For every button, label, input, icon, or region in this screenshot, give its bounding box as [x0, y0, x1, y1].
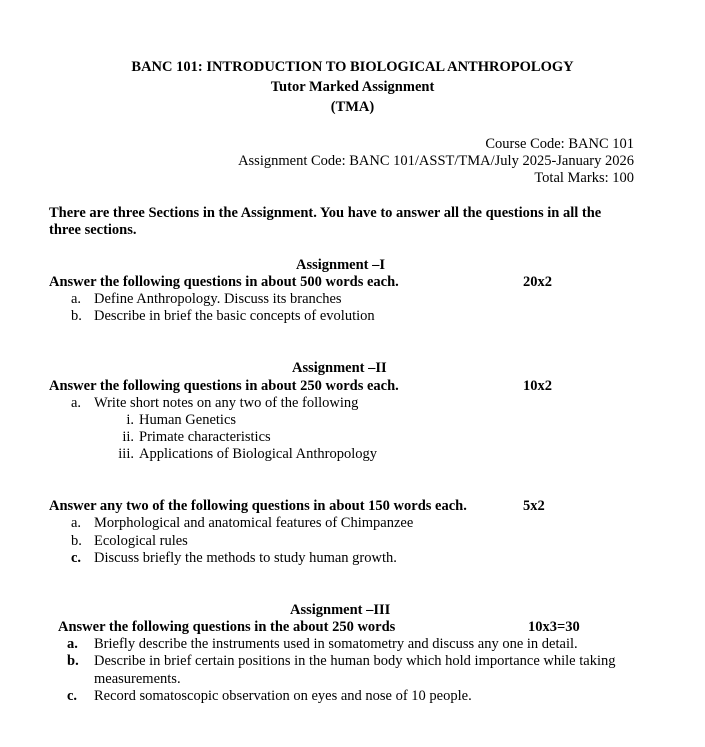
subitem-text: Applications of Biological Anthropology: [139, 446, 378, 462]
item-label: a.: [71, 291, 82, 307]
section-1-heading: Assignment –I: [296, 257, 386, 273]
item-label: c.: [67, 688, 78, 704]
item-text: Ecological rules: [94, 533, 188, 549]
section-3-item-a: [67, 636, 578, 653]
section-2-instruction: Answer the following questions in about 250 words each.: [49, 378, 399, 394]
section-2-part-2-marks: 5x2: [523, 498, 545, 514]
item-text: Describe in brief certain positions in the human body which hold importance while taking: [94, 653, 616, 669]
subitem-label: i.: [126, 412, 134, 428]
section-3-marks: 10x3=30: [528, 619, 580, 635]
total-marks: Total Marks: 100: [534, 170, 634, 186]
item-label: c.: [71, 550, 82, 566]
section-1-item-a: [71, 291, 342, 308]
section-2-item-a: [71, 395, 359, 412]
subitem-label: iii.: [118, 446, 134, 462]
item-text: Record somatoscopic observation on eyes and nose of 10 people.: [94, 688, 472, 704]
tma-label: (TMA): [330, 99, 375, 115]
item-label: b.: [67, 653, 79, 669]
item-label: a.: [67, 636, 78, 652]
subitem-label: ii.: [122, 429, 134, 445]
item-label: b.: [71, 533, 82, 549]
section-1-instruction: Answer the following questions in about 500 words each.: [49, 274, 399, 290]
item-text: Define Anthropology. Discuss its branches: [94, 291, 342, 307]
assignment-code: Assignment Code: BANC 101/ASST/TMA/July 2025-January 2026: [238, 153, 634, 169]
item-label: b.: [71, 308, 82, 324]
section-1-marks: 20x2: [523, 274, 552, 290]
document-subtitle: Tutor Marked Assignment: [270, 79, 435, 95]
section-2-heading: Assignment –II: [292, 360, 387, 376]
item-label: a.: [71, 515, 82, 531]
section-2-part-2-instruction: Answer any two of the following questions in about 150 words each.: [49, 498, 467, 514]
section-3-item-b: [67, 653, 616, 670]
section-3-item-c: [67, 688, 472, 705]
section-1-item-b: [71, 308, 375, 325]
section-3-item-b-continued: measurements.: [94, 671, 181, 687]
course-title: BANC 101: INTRODUCTION TO BIOLOGICAL ANTHROPOLOGY: [131, 59, 574, 75]
item-text: Briefly describe the instruments used in somatometry and discuss any one in detail.: [94, 636, 578, 652]
intro-line-2: three sections.: [49, 222, 137, 238]
course-code: Course Code: BANC 101: [485, 136, 634, 152]
item-text: Discuss briefly the methods to study human growth.: [94, 550, 397, 566]
section-2-part-2-item-b: [71, 533, 188, 550]
subitem-text: Human Genetics: [139, 412, 237, 428]
section-2-part-2-item-c: [71, 550, 397, 567]
section-3-instruction: Answer the following questions in the about 250 words: [58, 619, 396, 635]
section-2-part-2-item-a: [71, 515, 414, 532]
item-text: Morphological and anatomical features of Chimpanzee: [94, 515, 414, 531]
intro-line-1: There are three Sections in the Assignment. You have to answer all the questions in all the: [49, 205, 602, 221]
section-3-heading: Assignment –III: [290, 602, 391, 618]
item-label: a.: [71, 395, 82, 411]
section-2-marks: 10x2: [523, 378, 552, 394]
subitem-text: Primate characteristics: [139, 429, 271, 445]
item-text: Write short notes on any two of the following: [94, 395, 359, 411]
item-text: Describe in brief the basic concepts of evolution: [94, 308, 375, 324]
